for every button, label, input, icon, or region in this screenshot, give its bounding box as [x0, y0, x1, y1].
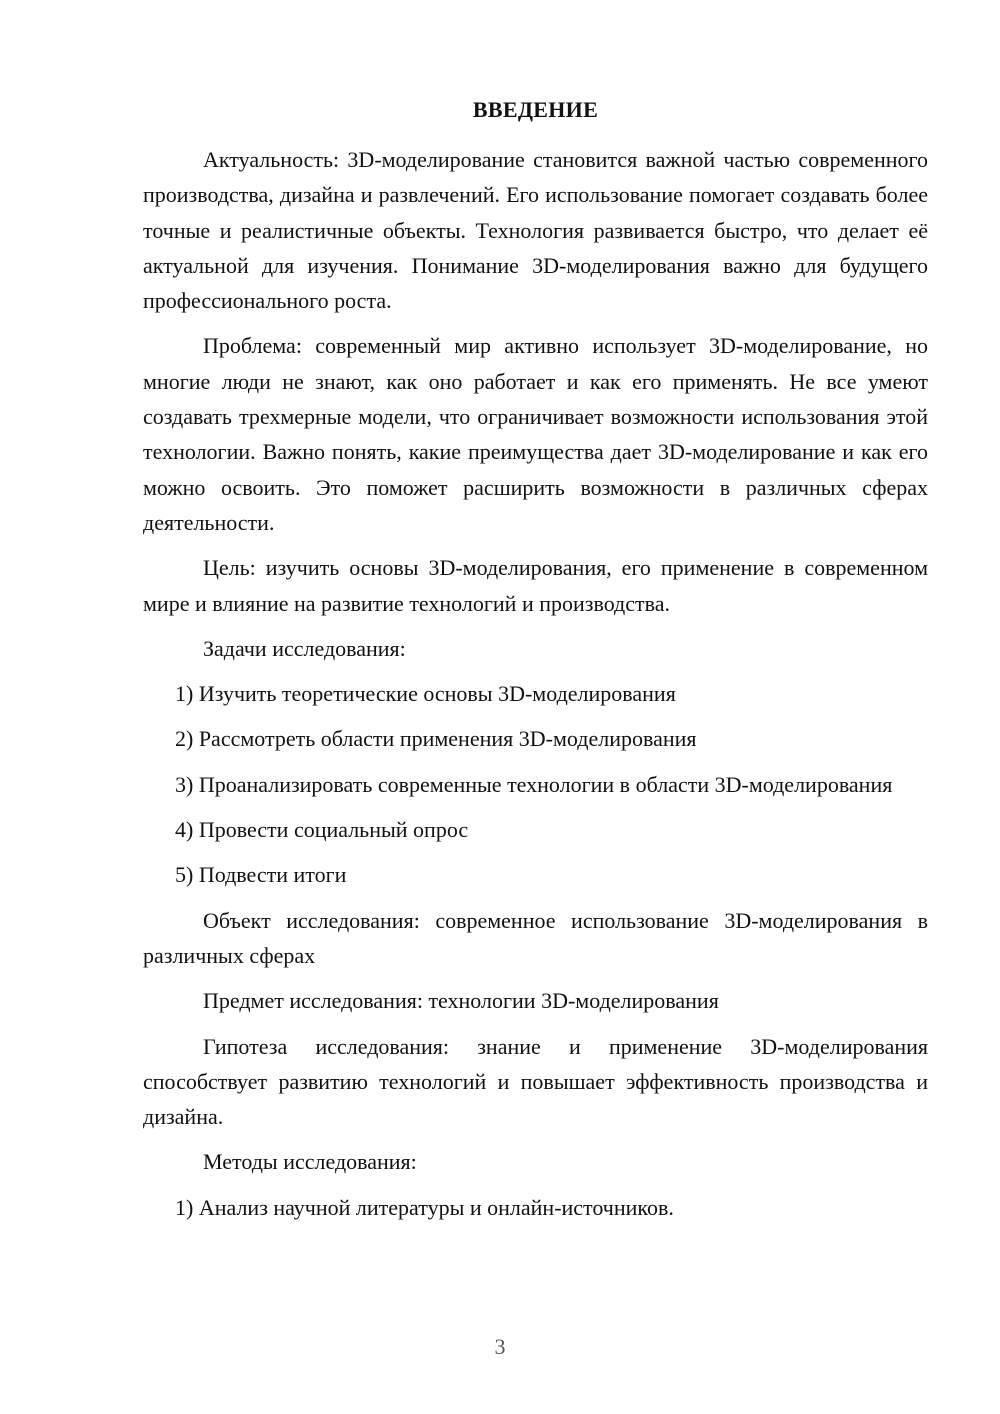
task-item-4: 4) Провести социальный опрос [175, 817, 469, 843]
page-number: 3 [494, 1334, 506, 1359]
task-item-5: 5) Подвести итоги [175, 862, 347, 888]
problem-paragraph: Проблема: современный мир активно использует 3D-моделирование, но многие люди не знают, как оно работает и как его применять. Не все умеют создавать трехмерные модели, что ограничивает возможности использования этой технологии. Важно понять, какие преимущества дает 3D-моделирование и как его можно освоить. Это поможет расширить возможности в различных сферах деятельности. [143, 333, 928, 535]
section-title: ВВЕДЕНИЕ [472, 97, 599, 122]
subject-paragraph: Предмет исследования: технологии 3D-моделирования [203, 988, 719, 1014]
document-page [143, 94, 928, 1235]
tasks-heading: Задачи исследования: [203, 635, 406, 661]
object-paragraph: Объект исследования: современное использование 3D-моделирования в различных сферах [143, 907, 928, 968]
task-item-3: 3) Проанализировать современные технологии в области 3D-моделирования [175, 771, 893, 797]
task-item-1: 1) Изучить теоретические основы 3D-моделирования [175, 681, 676, 707]
hypothesis-paragraph: Гипотеза исследования: знание и применение 3D-моделирования способствует развитию технологий и повышает эффективность производства и дизайна. [143, 1033, 928, 1130]
goal-paragraph: Цель: изучить основы 3D-моделирования, его применение в современном мире и влияние на развитие технологий и производства. [143, 555, 928, 616]
method-item-1: 1) Анализ научной литературы и онлайн-источников. [175, 1194, 674, 1220]
task-item-2: 2) Рассмотреть области применения 3D-моделирования [175, 726, 697, 752]
methods-heading: Методы исследования: [203, 1149, 417, 1175]
relevance-paragraph: Актуальность: 3D-моделирование становится важной частью современного производства, дизайна и развлечений. Его использование помогает создавать более точные и реалистичные объекты. Технология развивается быстро, что делает её актуальной для изучения. Понимание 3D-моделирования важно для будущего профессионального роста. [143, 147, 928, 314]
